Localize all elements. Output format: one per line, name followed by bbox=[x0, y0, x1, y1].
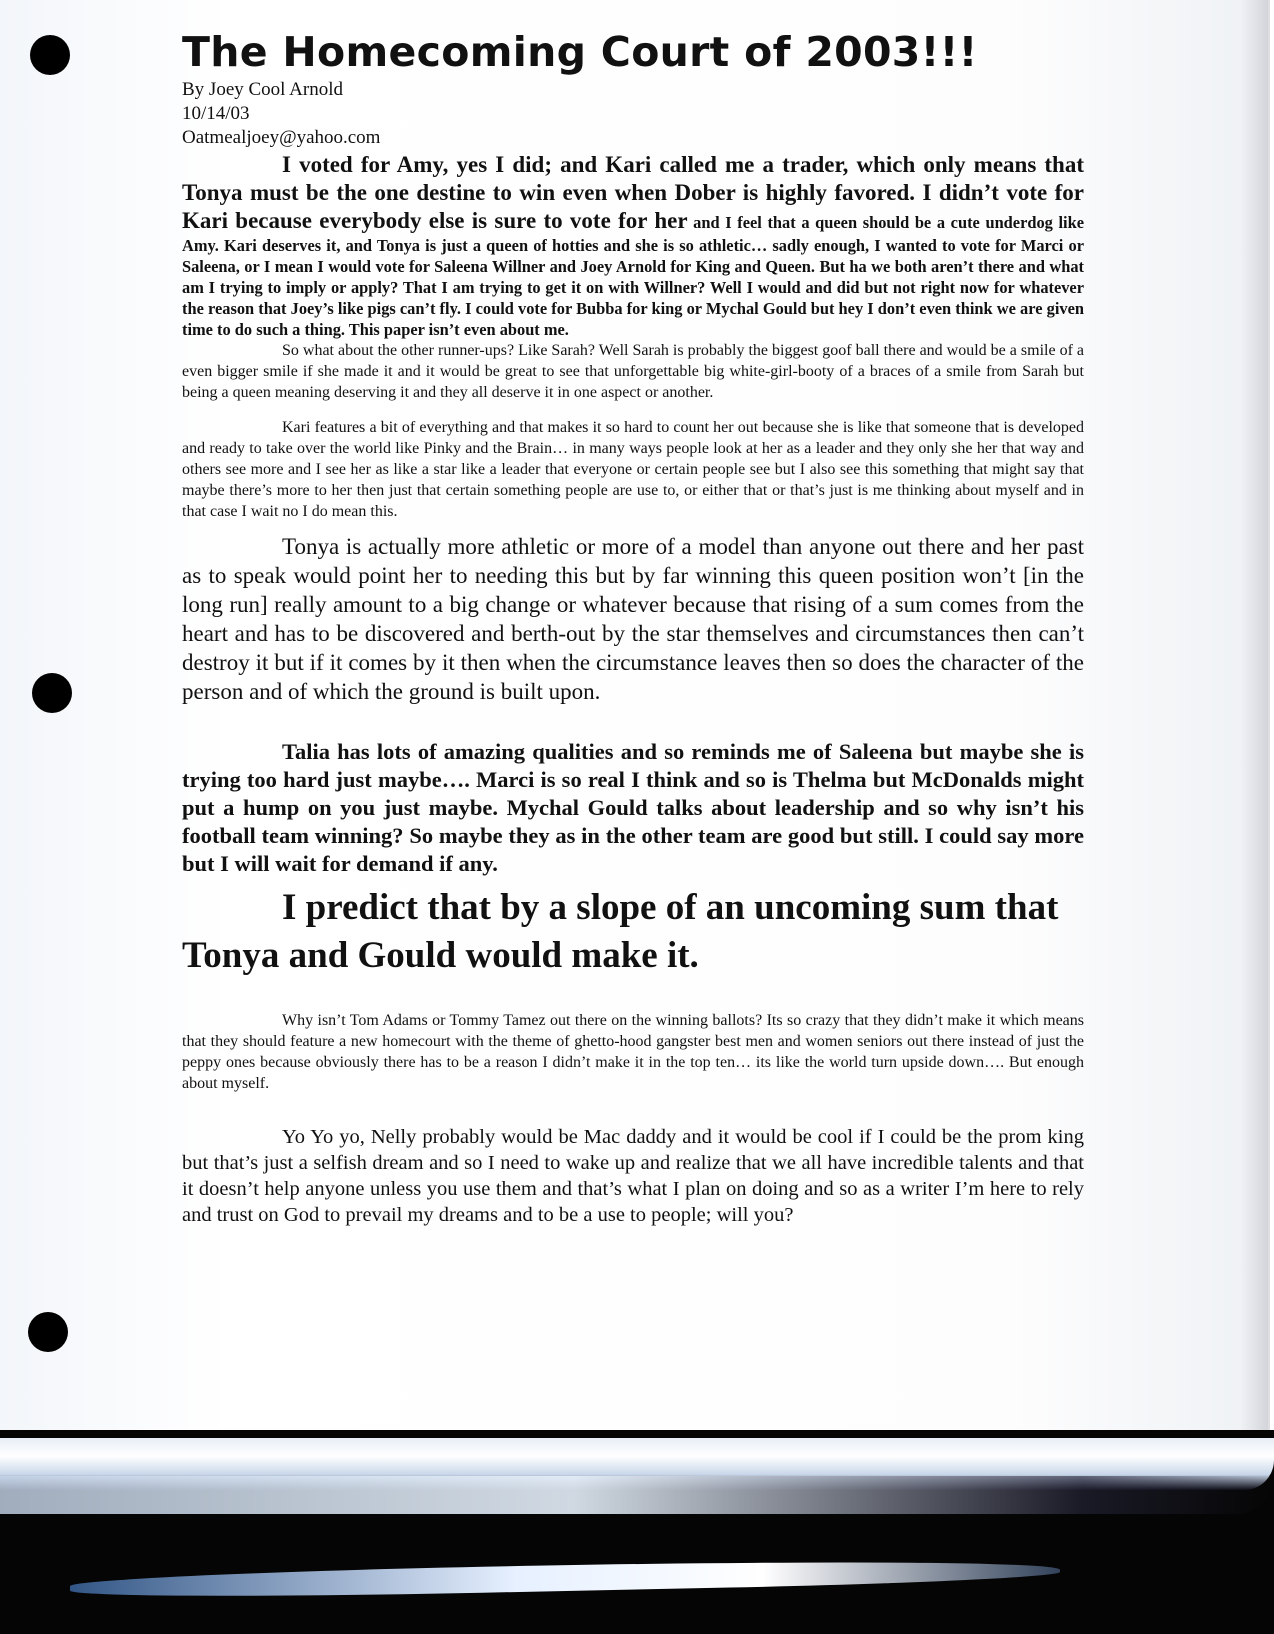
date: 10/14/03 bbox=[182, 103, 250, 124]
paragraph-8: Yo Yo yo, Nelly probably would be Mac daddy and it would be cool if I could be the prom king but that’s just a selfish dream and so I need to wake up and realize that we all have incredible talents and that it doesn’t help anyone unless you use them and that’s what I plan on doing and so as a writer I’m here to rely and trust on God to prevail my dreams and to be a use to people; will you? bbox=[182, 1126, 1084, 1226]
prediction: I predict that by a slope of an uncoming sum that Tonya and Gould would make it. bbox=[182, 887, 1059, 976]
article bbox=[182, 26, 1084, 1228]
punch-hole bbox=[28, 1312, 68, 1352]
email: Oatmealjoey@yahoo.com bbox=[182, 127, 381, 148]
paragraph-1-large-text: I voted for Amy, yes I did; and Kari called me a trader, which only means that Tonya must be the one destine to win even when Dober is highly favored. I didn’t vote for Kari because everybody else is sure to vote for her bbox=[182, 152, 1084, 233]
punch-hole bbox=[32, 673, 72, 713]
author: By Joey Cool Arnold bbox=[182, 79, 343, 100]
paragraph-1 bbox=[182, 151, 1084, 340]
paragraph-1-small-text: and I feel that a queen should be a cute underdog like Amy. Kari deserves it, and Tonya is just a queen of hotties and she is so athletic… sadly enough, I wanted to vote for Marci or Saleena, or I mean I would vote for Saleena Willner and Joey Arnold for King and Queen. But ha we both aren’t there and what am I trying to imply or apply? That I am trying to get it on with Willner? Well I would and did but not right now for whatever the reason that Joey’s like pigs can’t fly. I could vote for Bubba for king or Mychal Gould but hey I don’t even think we are given time to do such a thing. This paper isn’t even about me. bbox=[182, 213, 1084, 339]
punch-hole bbox=[30, 35, 70, 75]
paragraph-7: Why isn’t Tom Adams or Tommy Tamez out there on the winning ballots? Its so crazy that they didn’t make it which means that they should feature a new homecourt with the theme of ghetto-hood gangster best men and women seniors out there instead of just the peppy ones because obviously there has to be a reason I didn’t make it in the top ten… its like the world turn upside down…. But enough about myself. bbox=[182, 1012, 1084, 1092]
scan-glare bbox=[0, 1476, 1274, 1514]
paragraph-2: So what about the other runner-ups? Like Sarah? Well Sarah is probably the biggest goof ball there and would be a smile of a even bigger smile if she made it and it would be great to see that unforgettable big white-girl-booty of a braces of a smile from Sarah but being a queen meaning deserving it and they all deserve it in one aspect or another. bbox=[182, 342, 1084, 401]
paper-edge-shadow bbox=[1240, 0, 1270, 1440]
paragraph-4: Tonya is actually more athletic or more of a model than anyone out there and her past as to speak would point her to needing this but by far winning this queen position won’t [in the long run] really amount to a big change or whatever because that rising of a sum comes from the heart and has to be discovered and berth-out by the star themselves and circumstances then can’t destroy it but if it comes by it then when the circumstance leaves then so does the character of the person and of which the ground is built upon. bbox=[182, 534, 1084, 704]
page-title: The Homecoming Court of 2003!!! bbox=[182, 28, 978, 76]
paragraph-3: Kari features a bit of everything and that makes it so hard to count her out because she is like that someone that is developed and ready to take over the world like Pinky and the Brain… in many ways people look at her as a leader and they only she her that way and others see more and I see her as like a star like a leader that everyone or certain people see but I also see this something that might say that maybe there’s more to her then just that certain something people are use to, or either that or that’s just is me thinking about myself and in that case I wait no I do mean this. bbox=[182, 419, 1084, 520]
paragraph-5: Talia has lots of amazing qualities and so reminds me of Saleena but maybe she is trying too hard just maybe…. Marci is so real I think and so is Thelma but McDonalds might put a hump on you just maybe. Mychal Gould talks about leadership and so why isn’t his football team winning? So maybe they as in the other team are good but still. I could say more but I will wait for demand if any. bbox=[182, 739, 1084, 876]
